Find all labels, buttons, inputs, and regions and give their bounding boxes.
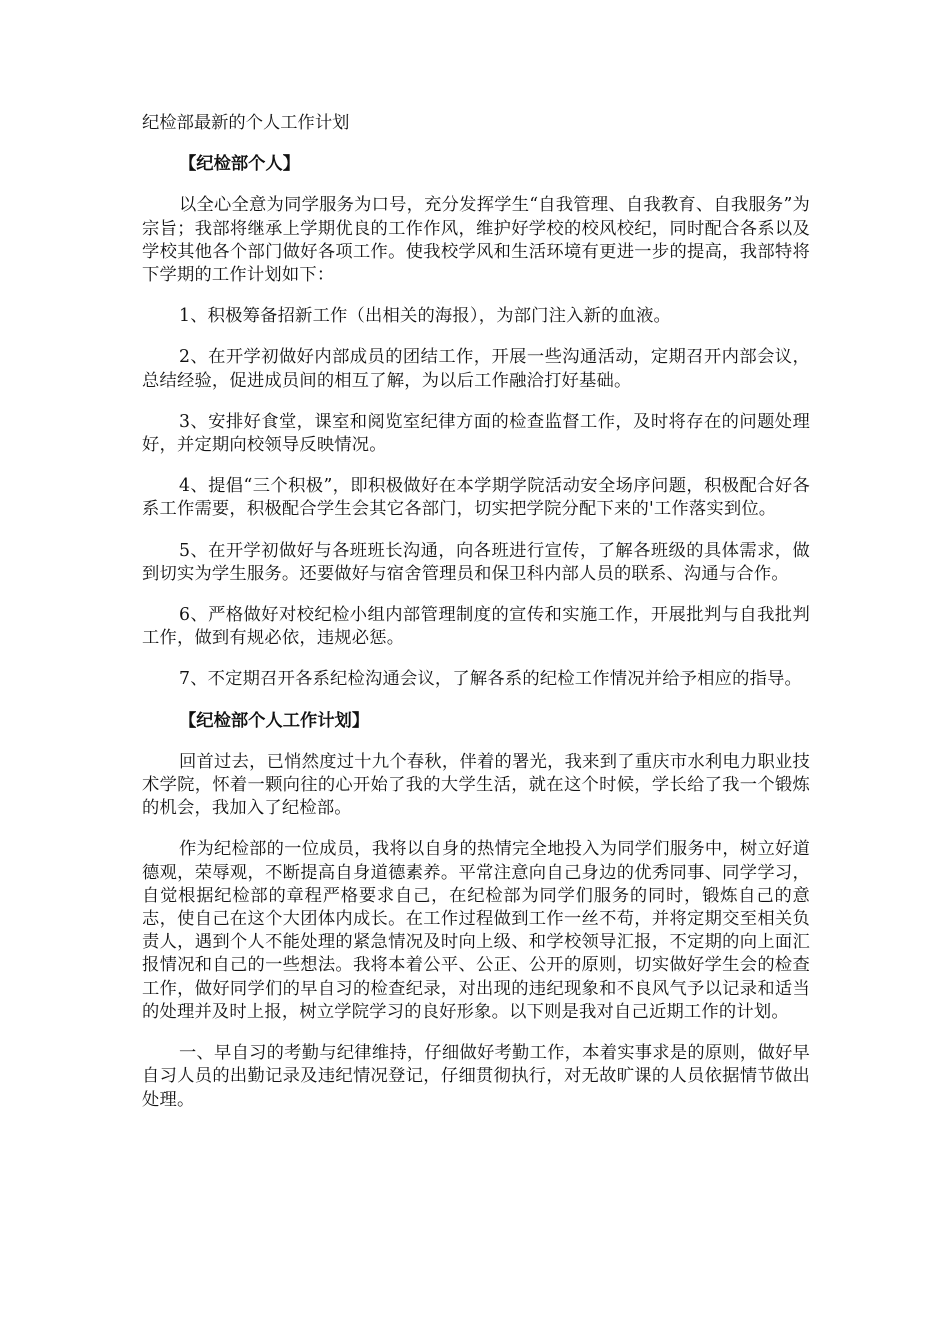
plan-item-4: 4、提倡“三个积极”，即积极做好在本学期学院活动安全场序问题，积极配合好各系工作需要，积极配合学生会其它各部门，切实把学院分配下来的'工作落实到位。 xyxy=(142,476,810,520)
section2-reflection-paragraph: 回首过去，已悄然度过十九个春秋，伴着的署光，我来到了重庆市水利电力职业技术学院，怀着一颗向往的心开始了我的大学生活，就在这个时候，学长给了我一个锻炼的机会，我加入了纪检部。 xyxy=(142,751,810,819)
section1-intro-paragraph: 以全心全意为同学服务为口号，充分发挥学生“自我管理、自我教育、自我服务”为宗旨；我部将继承上学期优良的工作作风，维护好学校的校风校纪，同时配合各系以及学校其他各个部门做好各项工作。使我校学风和生活环境有更进一步的提高，我部特将下学期的工作计划如下： xyxy=(142,195,810,286)
document-body xyxy=(142,112,810,1130)
plan-item-5: 5、在开学初做好与各班班长沟通，向各班进行宣传，了解各班级的具体需求，做到切实为学生服务。还要做好与宿舍管理员和保卫科内部人员的联系、沟通与合作。 xyxy=(142,540,810,584)
section2-commitment-paragraph: 作为纪检部的一位成员，我将以自身的热情完全地投入为同学们服务中，树立好道德观，荣辱观，不断提高自身道德素养。平常注意向自己身边的优秀同事、同学学习，自觉根据纪检部的章程严格要求自己，在纪检部为同学们服务的同时，锻炼自己的意志，使自己在这个大团体内成长。在工作过程做到工作一丝不苟，并将定期交至相关负责人，遇到个人不能处理的紧急情况及时向上级、和学校领导汇报，不定期的向上面汇报情况和自己的一些想法。我将本着公平、公正、公开的原则，切实做好学生会的检查工作，做好同学们的早自习的检查纪录，对出现的违纪现象和不良风气予以记录和适当的处理并及时上报，树立学院学习的良好形象。以下则是我对自己近期工作的计划。 xyxy=(142,839,810,1022)
section-heading-personal: 【纪检部个人】 xyxy=(179,154,300,175)
plan-item-2: 2、在开学初做好内部成员的团结工作，开展一些沟通活动，定期召开内部会议，总结经验，促进成员间的相互了解，为以后工作融洽打好基础。 xyxy=(142,347,810,391)
plan-item-1: 1、积极筹备招新工作（出相关的海报），为部门注入新的血液。 xyxy=(179,306,672,327)
plan-item-3: 3、安排好食堂，课室和阅览室纪律方面的检查监督工作，及时将存在的问题处理好，并定期向校领导反映情况。 xyxy=(142,411,810,456)
plan-item-7: 7、不定期召开各系纪检沟通会议，了解各系的纪检工作情况并给予相应的指导。 xyxy=(179,669,803,690)
section-heading-work-plan: 【纪检部个人工作计划】 xyxy=(179,710,370,731)
plan-item-6: 6、严格做好对校纪检小组内部管理制度的宣传和实施工作，开展批判与自我批判工作，做到有规必依，违规必惩。 xyxy=(142,605,810,649)
section2-item-1-paragraph: 一、早自习的考勤与纪律维持，仔细做好考勤工作，本着实事求是的原则，做好早自习人员的出勤记录及违纪情况登记，仔细贯彻执行，对无故旷课的人员依据情节做出处理。 xyxy=(142,1043,810,1110)
document-title: 纪检部最新的个人工作计划 xyxy=(142,113,350,133)
